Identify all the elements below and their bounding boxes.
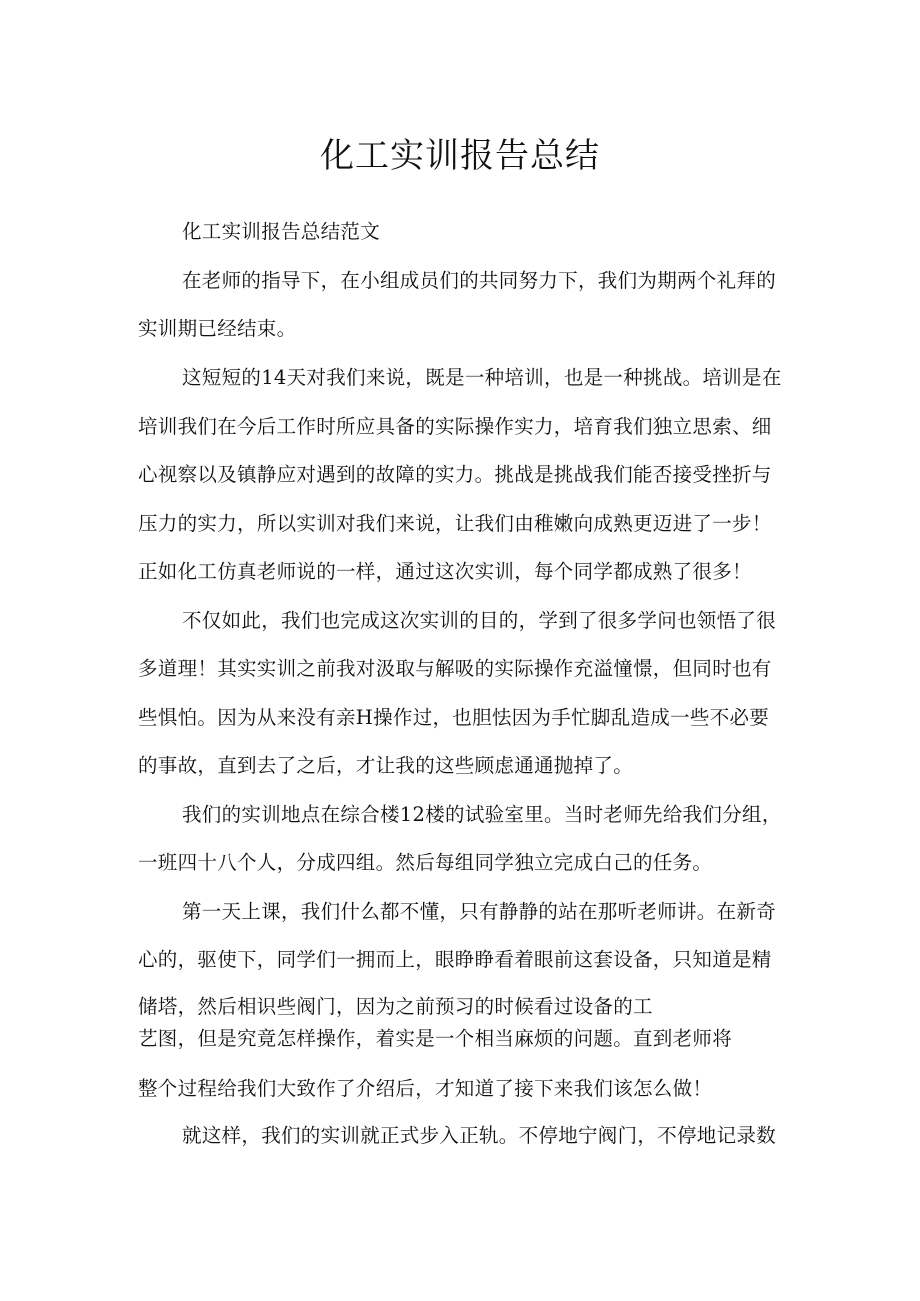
text-line: 第一天上课，我们什么都不懂，只有静静的站在那听老师讲。在新奇: [182, 900, 777, 923]
text-line: 培训我们在今后工作时所应具备的实际操作实力，培育我们独立思索、细: [138, 415, 772, 438]
text-line: 储塔，然后相识些阀门，因为之前预习的时候看过设备的工: [138, 995, 653, 1018]
text-line: 心的，驱使下，同学们一拥而上，眼睁睁看着眼前这套设备，只知道是精: [138, 948, 772, 971]
text-line: 心视察以及镇静应对遇到的故障的实力。挑战是挑战我们能否接受挫折与: [138, 463, 772, 486]
document-title: 化工实训报告总结: [320, 136, 600, 176]
text-line: 整个过程给我们大致作了介绍后，才知道了接下来我们该怎么做！: [138, 1077, 713, 1100]
text-line: 不仅如此，我们也完成这次实训的目的，学到了很多学问也领悟了很: [182, 609, 777, 632]
text-line: 艺图，但是究竟怎样操作，着实是一个相当麻烦的问题。直到老师将: [138, 1027, 733, 1050]
text-line: 一班四十八个人，分成四组。然后每组同学独立完成白己的任务。: [138, 851, 713, 874]
text-line: 的事故，直到去了之后，才让我的这些顾虑通通抛掉了。: [138, 754, 634, 777]
text-line: 这短短的14天对我们来说，既是一种培训，也是一种挑战。培训是在: [182, 366, 782, 389]
text-line: 多道理！其实实训之前我对汲取与解吸的实际操作充溢憧憬，但同时也有: [138, 657, 772, 680]
text-line: 正如化工仿真老师说的一样，通过这次实训，每个同学都成熟了很多！: [138, 560, 752, 583]
text-line: 压力的实力，所以实训对我们来说，让我们由稚嫩向成熟更迈进了一步！: [138, 512, 772, 535]
text-line: 实训期已经结束。: [138, 317, 297, 340]
text-line: 些惧怕。因为从来没有亲H操作过，也胆怯因为手忙脚乱造成一些不必要: [138, 706, 770, 729]
subtitle-line: 化工实训报告总结范文: [182, 220, 381, 243]
text-line: 在老师的指导下，在小组成员们的共同努力下，我们为期两个礼拜的: [182, 269, 777, 292]
text-line: 就这样，我们的实训就正式步入正轨。不停地宁阀门，不停地记录数: [182, 1124, 777, 1147]
text-line: 我们的实训地点在综合楼12楼的试验室里。当时老师先给我们分组，: [182, 803, 782, 826]
